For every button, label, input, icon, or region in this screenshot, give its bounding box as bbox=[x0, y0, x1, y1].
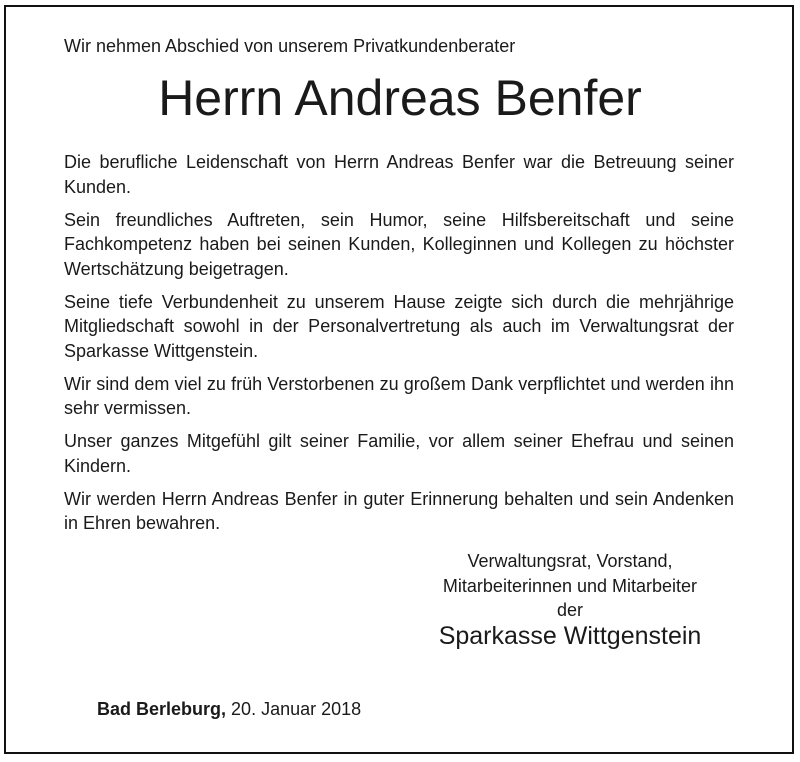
paragraph: Wir werden Herrn Andreas Benfer in guter Erinnerung behalten und sein Andenken in Ehren bewahren. bbox=[64, 488, 734, 533]
signatory-line: Mitarbeiterinnen und Mitarbeiter bbox=[442, 575, 698, 596]
paragraph: Wir sind dem viel zu früh Verstorbenen zu großem Dank verpflichtet und werden ihn sehr vermissen. bbox=[64, 373, 734, 418]
signatory-line: Verwaltungsrat, Vorstand, bbox=[467, 551, 673, 571]
paragraph: Die berufliche Leidenschaft von Herrn Andreas Benfer war die Betreuung seiner Kunden. bbox=[64, 152, 734, 197]
paragraph: Unser ganzes Mitgefühl gilt seiner Familie, vor allem seiner Ehefrau und seinen Kindern. bbox=[64, 431, 734, 476]
intro-line: Wir nehmen Abschied von unserem Privatkundenberater bbox=[64, 36, 516, 56]
notice-body bbox=[64, 150, 734, 544]
place: Bad Berleburg, bbox=[97, 699, 227, 719]
institution-name: Sparkasse Wittgenstein bbox=[438, 622, 702, 650]
place-date bbox=[97, 697, 361, 721]
paragraph: Seine tiefe Verbundenheit zu unserem Hause zeigte sich durch die mehrjährige Mitgliedschaft sowohl in der Personalvertretung als auch im Verwaltungsrat der Sparkasse Wittgenstein. bbox=[64, 291, 734, 361]
paragraph: Sein freundliches Auftreten, sein Humor, seine Hilfsbereitschaft und seine Fachkompetenz haben bei seinen Kunden, Kolleginnen und Kollegen zu höchster Wertschätzung beigetragen. bbox=[64, 209, 734, 279]
deceased-name: Herrn Andreas Benfer bbox=[158, 70, 642, 126]
signatory-line: der bbox=[556, 600, 583, 620]
date: 20. Januar 2018 bbox=[231, 699, 362, 719]
signatories bbox=[400, 549, 740, 623]
